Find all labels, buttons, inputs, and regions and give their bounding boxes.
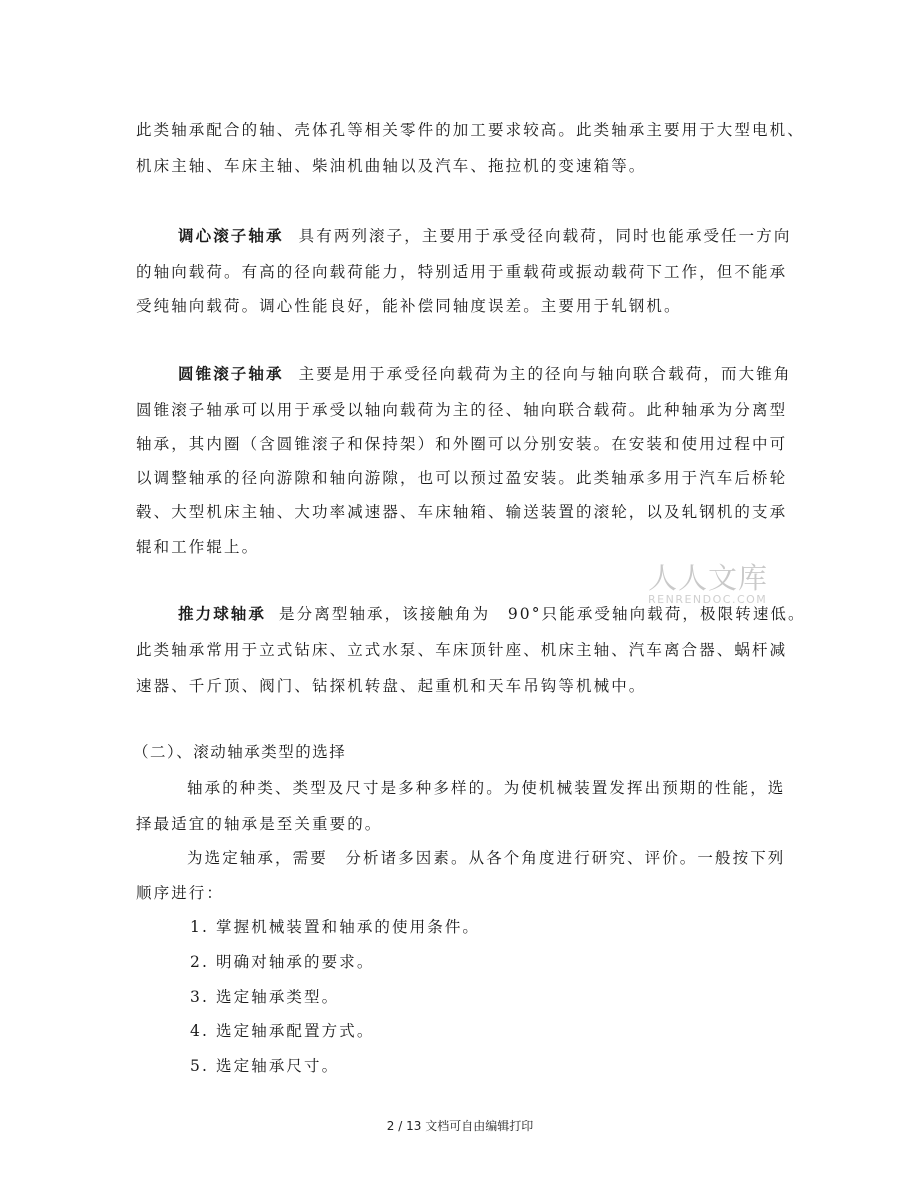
paragraph-first-line <box>178 226 791 246</box>
list-item: 5. 选定轴承尺寸。 <box>190 1057 340 1075</box>
paragraph-line: 择最适宜的轴承是至关重要的。 <box>136 815 383 833</box>
paragraph-line: 圆锥滚子轴承可以用于承受以轴向载荷为主的径、轴向联合载荷。此种轴承为分离型 <box>136 401 788 419</box>
paragraph-line: 辊和工作辊上。 <box>136 538 260 556</box>
bearing-term: 推力球轴承 <box>178 605 267 623</box>
paragraph-line: 此类轴承配合的轴、壳体孔等相关零件的加工要求较高。此类轴承主要用于大型电机、 <box>136 121 805 139</box>
list-item: 4. 选定轴承配置方式。 <box>190 1022 375 1040</box>
paragraph-line: 轴承的种类、类型及尺寸是多种多样的。为使机械装置发挥出预期的性能，选 <box>187 779 786 797</box>
paragraph-line: 的轴向载荷。有高的径向载荷能力，特别适用于重载荷或振动载荷下工作，但不能承 <box>136 263 788 281</box>
paragraph-first-line <box>178 604 806 624</box>
bearing-term: 调心滚子轴承 <box>178 227 284 245</box>
paragraph-text: 具有两列滚子，主要用于承受径向载荷，同时也能承受任一方向 <box>298 227 792 245</box>
paragraph-text: 是分离型轴承，该接触角为 90°只能承受轴向载荷，极限转速低。 <box>279 605 806 623</box>
section-heading: （二）、滚动轴承类型的选择 <box>133 743 347 761</box>
paragraph-first-line <box>178 364 791 384</box>
page-footer: 2 / 13 文档可自由编辑打印 <box>386 1119 534 1133</box>
paragraph-line: 轴承，其内圈（含圆锥滚子和保持架）和外圈可以分别安装。在安装和使用过程中可 <box>136 435 788 453</box>
paragraph-line: 受纯轴向载荷。调心性能良好，能补偿同轴度误差。主要用于轧钢机。 <box>136 297 682 315</box>
watermark-title: 人人文库 <box>648 561 769 595</box>
paragraph-line: 此类轴承常用于立式钻床、立式水泵、车床顶针座、机床主轴、汽车离合器、蜗杆减 <box>136 641 788 659</box>
paragraph-line: 顺序进行： <box>136 884 225 902</box>
paragraph-line: 速器、千斤顶、阀门、钻探机转盘、起重机和天车吊钩等机械中。 <box>136 677 647 695</box>
list-item: 1. 掌握机械装置和轴承的使用条件。 <box>190 918 481 936</box>
watermark-url: RENRENDOC.COM <box>648 593 768 606</box>
bearing-term: 圆锥滚子轴承 <box>178 365 284 383</box>
watermark-logo <box>648 562 778 606</box>
paragraph-line: 毂、大型机床主轴、大功率减速器、车床轴箱、输送装置的滚轮，以及轧钢机的支承 <box>136 503 788 521</box>
paragraph-line: 为选定轴承，需要 分析诸多因素。从各个角度进行研究、评价。一般按下列 <box>187 849 786 867</box>
paragraph-line: 以调整轴承的径向游隙和轴向游隙，也可以预过盈安装。此类轴承多用于汽车后桥轮 <box>136 469 788 487</box>
list-item: 2. 明确对轴承的要求。 <box>190 953 375 971</box>
paragraph-text: 主要是用于承受径向载荷为主的径向与轴向联合载荷，而大锥角 <box>298 365 792 383</box>
paragraph-line: 机床主轴、车床主轴、柴油机曲轴以及汽车、拖拉机的变速箱等。 <box>136 157 647 175</box>
list-item: 3. 选定轴承类型。 <box>190 988 340 1006</box>
